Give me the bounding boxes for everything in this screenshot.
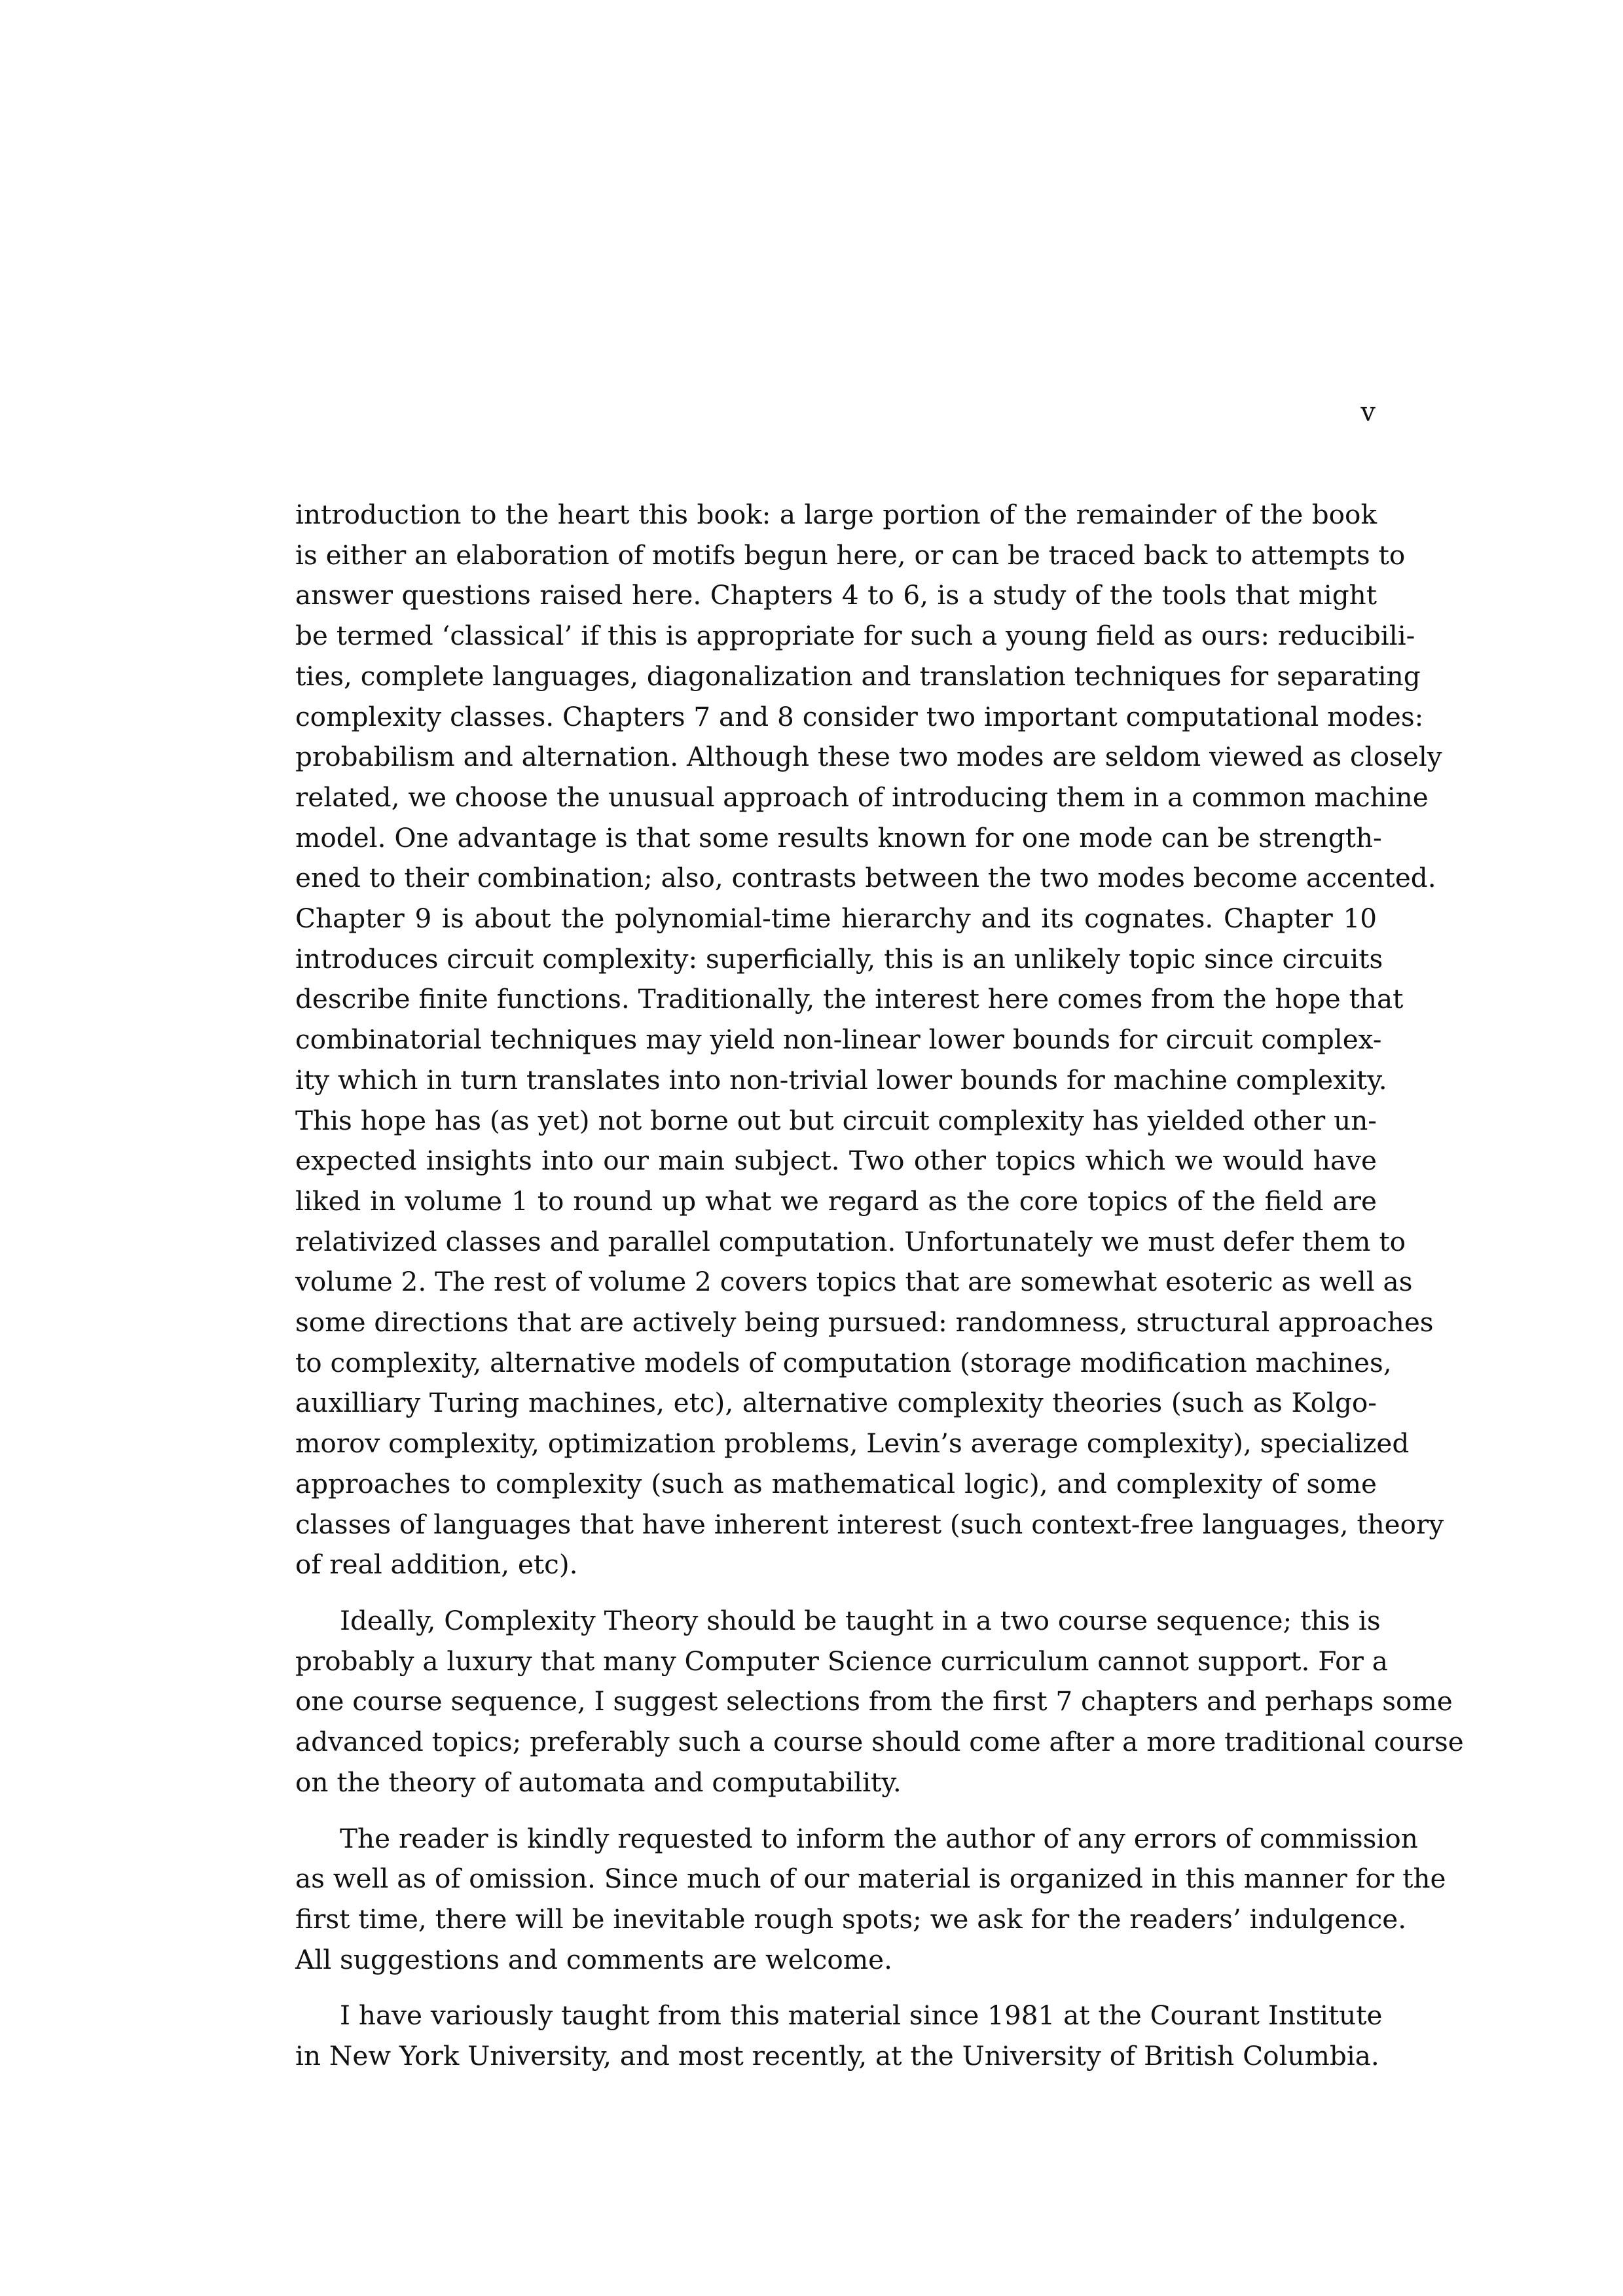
text-line: auxilliary Turing machines, etc), alternative complexity theories (such as Kolgo-	[295, 1387, 1377, 1419]
text-line: classes of languages that have inherent interest (such context-free languages, theory	[295, 1508, 1444, 1540]
text-line: be termed ‘classical’ if this is appropriate for such a young field as ours: reducibili-	[295, 620, 1415, 652]
text-line: probably a luxury that many Computer Science curriculum cannot support. For a	[295, 1645, 1388, 1677]
body-text	[295, 495, 1464, 2092]
text-line: ties, complete languages, diagonalization and translation techniques for separating	[295, 660, 1421, 692]
text-line: ity which in turn translates into non-trivial lower bounds for machine complexity.	[295, 1064, 1387, 1096]
text-line: of real addition, etc).	[295, 1549, 578, 1581]
text-line: to complexity, alternative models of computation (storage modification machines,	[295, 1346, 1392, 1378]
text-line: I have variously taught from this material since 1981 at the Courant Institute	[340, 2000, 1383, 2032]
text-line: model. One advantage is that some results known for one mode can be strength-	[295, 821, 1382, 853]
text-line: Chapter 9 is about the polynomial-time hierarchy and its cognates. Chapter 10	[295, 903, 1377, 935]
text-line: approaches to complexity (such as mathematical logic), and complexity of some	[295, 1467, 1377, 1499]
paragraph-1	[295, 495, 1444, 1585]
text-line: introduction to the heart this book: a large portion of the remainder of the book	[295, 499, 1377, 530]
text-line: as well as of omission. Since much of our material is organized in this manner for the	[295, 1863, 1446, 1895]
text-line: some directions that are actively being pursued: randomness, structural approaches	[295, 1306, 1434, 1338]
text-line: morov complexity, optimization problems, Levin’s average complexity), specialized	[295, 1427, 1410, 1460]
text-line: describe finite functions. Traditionally, the interest here comes from the hope that	[295, 983, 1404, 1015]
text-line: is either an elaboration of motifs begun here, or can be traced back to attempts to	[295, 539, 1406, 571]
text-line: relativized classes and parallel computation. Unfortunately we must defer them to	[295, 1225, 1406, 1257]
text-line: liked in volume 1 to round up what we regard as the core topics of the field are	[295, 1185, 1377, 1217]
paragraph-2	[295, 1601, 1464, 1803]
text-line: ened to their combination; also, contrasts between the two modes become accented.	[295, 862, 1436, 894]
text-line: This hope has (as yet) not borne out but circuit complexity has yielded other un-	[295, 1104, 1377, 1136]
text-line: The reader is kindly requested to inform the author of any errors of commission	[340, 1822, 1418, 1854]
text-line: related, we choose the unusual approach of introducing them in a common machine	[295, 781, 1429, 813]
text-line: probabilism and alternation. Although these two modes are seldom viewed as closely	[295, 741, 1442, 773]
text-line: All suggestions and comments are welcome.	[295, 1943, 892, 1975]
paragraph-4	[295, 1996, 1383, 2076]
text-line: in New York University, and most recently, at the University of British Columbia.	[295, 2040, 1379, 2072]
text-line: one course sequence, I suggest selections from the first 7 chapters and perhaps some	[295, 1685, 1453, 1717]
text-line: complexity classes. Chapters 7 and 8 consider two important computational modes:	[295, 700, 1424, 732]
text-line: answer questions raised here. Chapters 4 to 6, is a study of the tools that might	[295, 579, 1377, 611]
text-line: advanced topics; preferably such a course should come after a more traditional course	[295, 1726, 1464, 1758]
paragraph-3	[295, 1819, 1446, 1981]
text-line: on the theory of automata and computability.	[295, 1766, 902, 1798]
page-number: v	[1360, 397, 1376, 427]
text-line: expected insights into our main subject. Two other topics which we would have	[295, 1145, 1377, 1177]
text-line: first time, there will be inevitable rough spots; we ask for the readers’ indulgence.	[295, 1903, 1407, 1935]
text-line: volume 2. The rest of volume 2 covers topics that are somewhat esoteric as well as	[295, 1266, 1413, 1298]
text-line: introduces circuit complexity: superficially, this is an unlikely topic since circuits	[295, 942, 1383, 975]
text-line: Ideally, Complexity Theory should be taught in a two course sequence; this is	[340, 1604, 1381, 1636]
text-line: combinatorial techniques may yield non-linear lower bounds for circuit complex-	[295, 1024, 1382, 1056]
